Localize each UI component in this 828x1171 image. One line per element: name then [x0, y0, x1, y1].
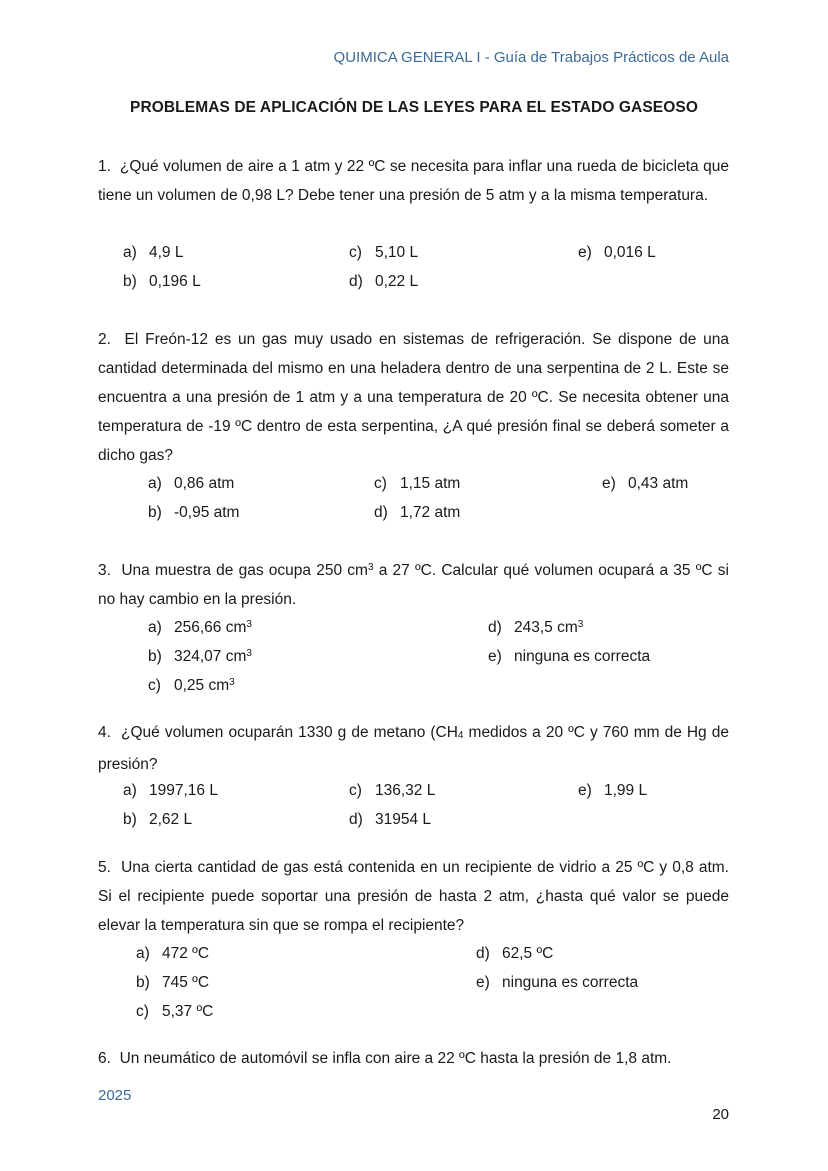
option-e: e) ninguna es correcta	[488, 648, 651, 665]
page-title: PROBLEMAS DE APLICACIÓN DE LAS LEYES PARA EL ESTADO GASEOSO	[130, 99, 698, 116]
option-b: b) 745 ºC	[136, 974, 210, 991]
question-5	[98, 853, 729, 940]
option-c: c) 0,25 $cm^3$	[148, 677, 235, 694]
option-c: c) 136,32 L	[349, 782, 436, 799]
option-e: e) 0,016 L	[578, 244, 656, 261]
option-d: d) 0,22 L	[349, 273, 419, 290]
superscript: 3	[367, 562, 374, 573]
question-number: 5.	[98, 859, 111, 876]
option-d: d) 31954 L	[349, 811, 432, 828]
question-number: 1.	[98, 158, 111, 175]
question-text-continued: a 27 ºC. Calcular qué volumen ocupará a 35 ºC si no hay cambio en la presión.	[98, 562, 729, 608]
running-header: QUIMICA GENERAL I - Guía de Trabajos Prácticos de Aula	[333, 49, 729, 66]
question-3	[98, 556, 729, 614]
option-b: b) 2,62 L	[123, 811, 193, 828]
option-a: a) 256,66 $cm^3$	[148, 619, 252, 636]
option-c: c) 1,15 atm	[374, 475, 461, 492]
question-number: 4.	[98, 724, 111, 741]
option-d: d) 243,5 $cm^3$	[488, 619, 584, 636]
question-text: El Freón-12 es un gas muy usado en sistemas de refrigeración. Se dispone de una cantidad determinada del mismo en una heladera dentro de una serpentina de 2 L. Este se encuentra a una presión de 1 atm y a una temperatura de 20 ºC. Se necesita obtener una temperatura de -19 ºC dentro de esta serpentina, ¿A qué presión final se deberá someter a dicho gas?	[98, 331, 729, 464]
option-d: d) 62,5 ºC	[476, 945, 554, 962]
question-text-continued: medidos a 20 ºC y 760 mm de Hg de presión?	[98, 724, 729, 773]
option-e: e) 1,99 L	[578, 782, 648, 799]
option-a: a) 472 ºC	[136, 945, 210, 962]
option-a: a) 4,9 L	[123, 244, 184, 261]
option-c: c) 5,10 L	[349, 244, 419, 261]
question-text: ¿Qué volumen de aire a 1 atm y 22 ºC se necesita para inflar una rueda de bicicleta que tiene un volumen de 0,98 L? Debe tener una presión de 5 atm y a la misma temperatura.	[98, 158, 729, 204]
question-1	[98, 152, 729, 210]
option-a: a) 0,86 atm	[148, 475, 235, 492]
question-4	[98, 718, 729, 779]
option-b: b) 0,196 L	[123, 273, 201, 290]
question-text: Una muestra de gas ocupa 250 cm	[121, 562, 368, 579]
option-e: e) 0,43 atm	[602, 475, 689, 492]
footer-year: 2025	[98, 1087, 132, 1104]
option-a: a) 1997,16 L	[123, 782, 218, 799]
question-text: ¿Qué volumen ocuparán 1330 g de metano (CH	[121, 724, 458, 741]
question-text: Un neumático de automóvil se infla con aire a 22 ºC hasta la presión de 1,8 atm.	[119, 1050, 672, 1067]
page-number: 20	[712, 1106, 729, 1123]
question-2	[98, 325, 729, 470]
question-number: 2.	[98, 331, 111, 348]
question-text: Una cierta cantidad de gas está contenida en un recipiente de vidrio a 25 ºC y 0,8 atm. Si el recipiente puede soportar una presión de hasta 2 atm, ¿hasta qué valor se puede elevar la temperatura sin que se rompa el recipiente?	[98, 859, 729, 934]
question-number: 3.	[98, 562, 111, 579]
option-c: c) 5,37 ºC	[136, 1003, 214, 1020]
question-6	[98, 1044, 729, 1073]
option-b: b) -0,95 atm	[148, 504, 240, 521]
option-d: d) 1,72 atm	[374, 504, 461, 521]
question-number: 6.	[98, 1050, 111, 1067]
option-e: e) ninguna es correcta	[476, 974, 639, 991]
option-b: b) 324,07 $cm^3$	[148, 648, 252, 665]
subscript: 4	[457, 730, 464, 741]
